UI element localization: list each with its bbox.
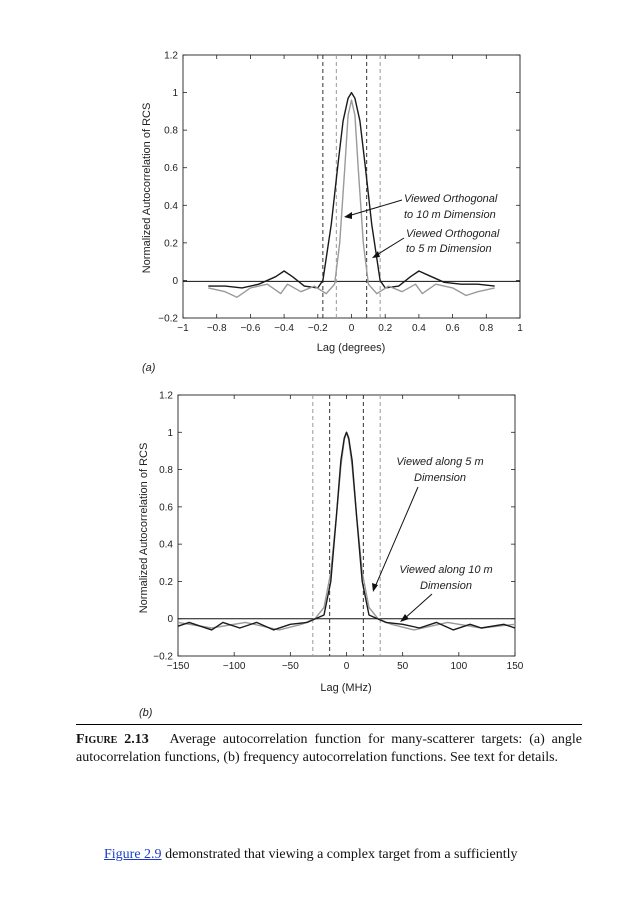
chart-b-xlabel: Lag (MHz) <box>320 682 372 694</box>
chart-a-panel-label: (a) <box>142 362 156 374</box>
figure-link[interactable]: Figure 2.9 <box>104 847 162 862</box>
chart-b-ylabel: Normalized Autocorrelation of RCS <box>138 442 150 614</box>
chart-a-ytick-label: 0 <box>172 275 178 287</box>
chart-b-xtick-label: −50 <box>281 661 299 672</box>
caption-rule <box>76 724 582 725</box>
caption-label: Figure 2.13 <box>76 732 149 747</box>
chart-a-xtick-label: −1 <box>177 323 189 334</box>
chart-a-ytick-label: 0.4 <box>164 200 178 212</box>
chart-b-annotation-1-line2: Dimension <box>414 472 466 484</box>
chart-a-annotation-1-line2: to 10 m Dimension <box>404 209 496 221</box>
chart-a-xlabel: Lag (degrees) <box>316 342 386 354</box>
chart-b-ytick-label: 0 <box>167 614 173 626</box>
chart-a-annotation-2-line1: Viewed Orthogonal <box>406 228 500 240</box>
chart-b-xtick-label: −100 <box>222 661 246 672</box>
chart-a-ytick-label: −0.2 <box>158 313 178 325</box>
chart-a-frame <box>183 55 520 318</box>
chart-a-xtick-label: 0.8 <box>479 323 494 334</box>
chart-a <box>141 51 523 375</box>
chart-a-xtick-label: −0.4 <box>274 323 294 334</box>
chart-a-ytick-label: 1 <box>172 88 178 100</box>
chart-a-xtick-label: 0.4 <box>411 323 426 334</box>
chart-a-ylabel: Normalized Autocorrelation of RCS <box>141 102 153 274</box>
body-paragraph <box>104 846 582 864</box>
chart-a-arrow-2 <box>375 238 404 256</box>
chart-b-ytick-label: 0.6 <box>159 502 173 514</box>
chart-a-xtick-label: −0.2 <box>307 323 328 334</box>
chart-b <box>138 391 524 720</box>
chart-b-xtick-label: 50 <box>397 661 409 672</box>
chart-b-arrow-2 <box>404 594 432 619</box>
chart-b-annotation-1-line1: Viewed along 5 m <box>396 456 484 468</box>
chart-a-xtick-label: 0 <box>348 323 355 334</box>
chart-a-ytick-label: 0.6 <box>164 163 178 175</box>
body-text: demonstrated that viewing a complex target from a sufficiently <box>161 847 518 862</box>
chart-b-xtick-label: 0 <box>343 661 350 672</box>
chart-a-xtick-label: −0.8 <box>206 323 227 334</box>
chart-a-xtick-label: −0.6 <box>240 323 261 334</box>
chart-a-annotation-1-line1: Viewed Orthogonal <box>404 193 498 205</box>
chart-b-annotation-2-line1: Viewed along 10 m <box>399 564 493 576</box>
chart-b-xtick-label: −150 <box>166 661 190 672</box>
chart-a-arrow-1 <box>348 200 402 216</box>
caption-text: Average autocorrelation function for many-scatterer targets: (a) angle autocorrelation functions, (b) frequency autocorrelation functions. See text for details. <box>76 732 583 765</box>
chart-a-xtick-label: 0.6 <box>445 323 460 334</box>
chart-b-ytick-label: −0.2 <box>153 651 173 663</box>
chart-a-ytick-label: 0.2 <box>164 238 178 250</box>
chart-b-xtick-label: 100 <box>450 661 468 672</box>
chart-a-xtick-label: 0.2 <box>378 323 393 334</box>
chart-b-panel-label: (b) <box>139 707 153 719</box>
chart-b-ytick-label: 0.8 <box>159 465 173 477</box>
chart-a-ytick-label: 0.8 <box>164 125 178 137</box>
chart-b-annotation-2-line2: Dimension <box>420 580 472 592</box>
chart-b-ytick-label: 1.2 <box>159 390 173 402</box>
chart-b-ytick-label: 0.4 <box>159 539 173 551</box>
chart-b-arrowhead-1 <box>372 583 378 592</box>
figure-caption <box>76 731 582 767</box>
chart-a-arrowhead-1 <box>344 212 352 219</box>
chart-a-annotation-2-line2: to 5 m Dimension <box>406 243 492 255</box>
chart-b-ytick-label: 1 <box>167 427 173 439</box>
chart-a-series-1-line <box>208 93 494 288</box>
chart-a-xtick-label: 1 <box>517 323 523 334</box>
chart-b-ytick-label: 0.2 <box>159 576 173 588</box>
chart-a-ytick-label: 1.2 <box>164 50 178 62</box>
chart-b-xtick-label: 150 <box>506 661 524 672</box>
